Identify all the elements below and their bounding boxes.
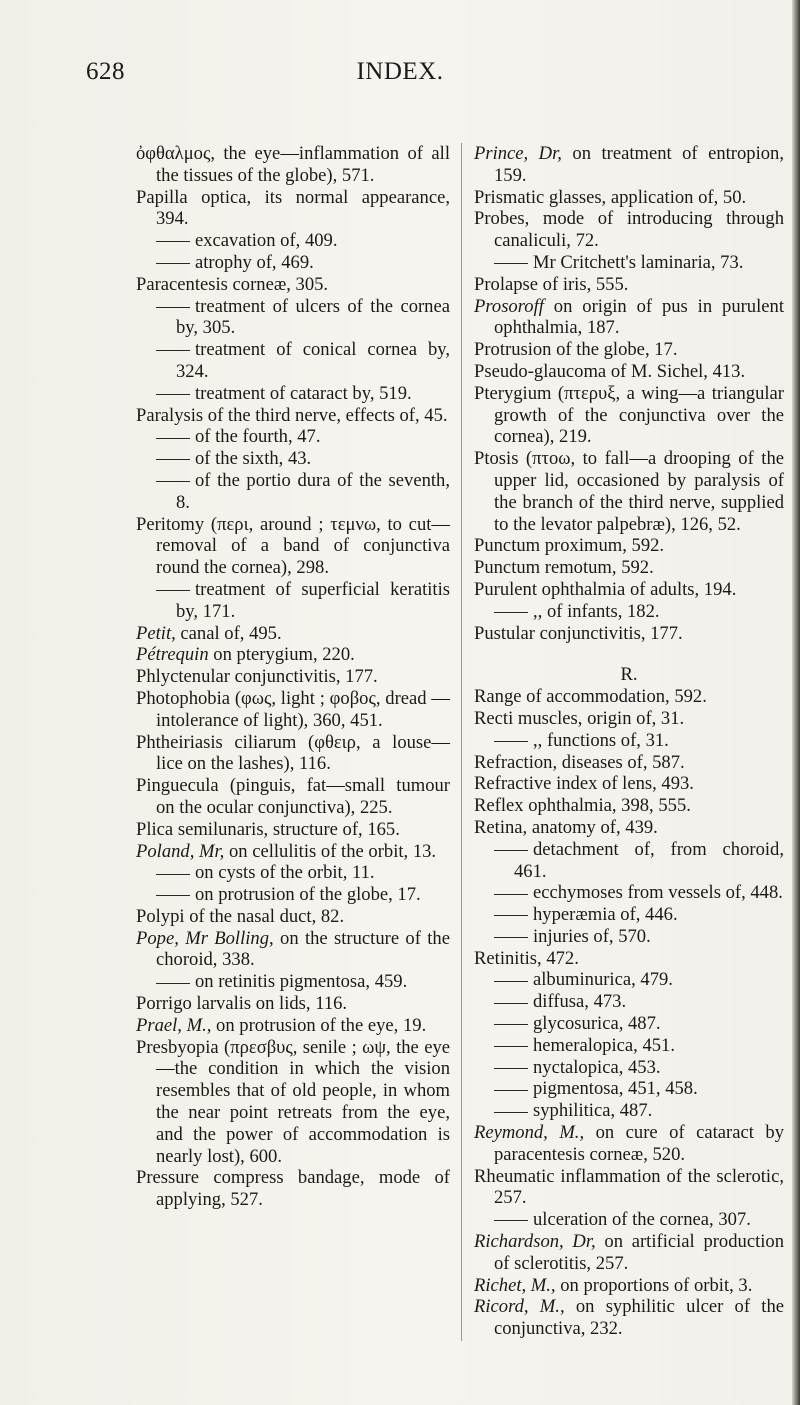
index-subentry	[136, 252, 450, 274]
index-entry	[474, 296, 784, 340]
entry-text: on proportions of orbit, 3.	[555, 1274, 753, 1296]
ditto-dash	[494, 1090, 528, 1091]
entry-text: Range of accommodation, 592.	[474, 686, 707, 708]
entry-text: Refraction, diseases of, 587.	[474, 751, 685, 773]
index-subentry	[474, 252, 784, 274]
entry-text: ,, of infants, 182.	[533, 600, 660, 622]
entry-text: on origin of pus in purulent ophthalmia, 187.	[494, 295, 784, 339]
ditto-dash	[494, 1112, 528, 1113]
index-entry	[474, 948, 784, 970]
ditto-dash	[156, 307, 190, 308]
entry-text: Punctum remotum, 592.	[474, 557, 654, 579]
index-entry	[474, 557, 784, 579]
ditto-dash	[494, 1024, 528, 1025]
index-entry	[136, 1037, 450, 1168]
index-entry	[474, 535, 784, 557]
entry-text: glycosurica, 487.	[533, 1013, 661, 1035]
entry-text: on the structure of the choroid, 338.	[156, 927, 450, 971]
entry-text: Phlyctenular conjunctivitis, 177.	[136, 666, 378, 688]
entry-text: ulceration of the cornea, 307.	[533, 1209, 751, 1231]
entry-text: Retinitis, 472.	[474, 947, 579, 969]
entry-text: of the sixth, 43.	[195, 448, 312, 470]
entry-text: treatment of ulcers of the cornea by, 305.	[176, 295, 450, 339]
entry-text: injuries of, 570.	[533, 925, 651, 947]
entry-text: Pterygium (πτερυξ, a wing—a triangular growth of the conjunctiva over the cornea), 219.	[474, 382, 784, 448]
author-name: Petit,	[136, 622, 176, 644]
index-entry	[474, 187, 784, 209]
entry-text: Prismatic glasses, application of, 50.	[474, 186, 747, 208]
index-entry	[474, 143, 784, 187]
ditto-dash	[156, 874, 190, 875]
index-entry	[474, 795, 784, 817]
entry-text: Paracentesis corneæ, 305.	[136, 273, 329, 295]
index-subentry	[474, 991, 784, 1013]
author-name: Prael, M.,	[136, 1014, 212, 1036]
index-entry	[474, 448, 784, 535]
entry-text: of the fourth, 47.	[195, 426, 321, 448]
entry-text: Retina, anatomy of, 439.	[474, 816, 658, 838]
author-name: Pope, Mr Bolling,	[136, 927, 274, 949]
entry-text: syphilitica, 487.	[533, 1100, 653, 1122]
entry-text: Pressure compress bandage, mode of applying, 527.	[136, 1167, 450, 1211]
author-name: Prosoroff	[474, 295, 544, 317]
index-entry	[136, 841, 450, 863]
ditto-dash	[156, 481, 190, 482]
entry-text: Probes, mode of introducing through canaliculi, 72.	[474, 208, 784, 252]
entry-text: albuminurica, 479.	[533, 969, 673, 991]
entry-text: diffusa, 473.	[533, 991, 627, 1013]
entry-text: Pustular conjunctivitis, 177.	[474, 622, 683, 644]
author-name: Richet, M.,	[474, 1274, 556, 1296]
entry-text: Polypi of the nasal duct, 82.	[136, 905, 345, 927]
index-subentry	[474, 882, 784, 904]
entry-text: of the portio dura of the seventh, 8.	[176, 469, 450, 513]
index-entry	[474, 708, 784, 730]
entry-text: Purulent ophthalmia of adults, 194.	[474, 578, 737, 600]
entry-text: on retinitis pigmentosa, 459.	[195, 971, 408, 993]
index-entry	[136, 274, 450, 296]
index-entry	[474, 361, 784, 383]
entry-text: hemeralopica, 451.	[533, 1034, 675, 1056]
index-subentry	[474, 904, 784, 926]
author-name: Prince, Dr,	[474, 143, 562, 164]
entry-text: Peritomy (περι, around ; τεμνω, to cut—removal of a band of conjunctiva round the cornea), 298.	[136, 513, 450, 579]
index-subentry	[136, 579, 450, 623]
index-entry	[474, 208, 784, 252]
index-subentry	[136, 862, 450, 884]
ditto-dash	[494, 1046, 528, 1047]
entry-text: Photophobia (φως, light ; φοβος, dread — intolerance of light), 360, 451.	[136, 687, 450, 731]
column-divider	[461, 143, 462, 1341]
ditto-dash	[156, 983, 190, 984]
entry-text: detachment of, from choroid, 461.	[514, 838, 784, 882]
ditto-dash	[494, 981, 528, 982]
index-subentry	[136, 426, 450, 448]
ditto-dash	[494, 850, 528, 851]
index-column-right	[474, 143, 784, 1340]
entry-text: on treatment of entropion, 159.	[494, 143, 784, 186]
entry-text: Pinguecula (pinguis, fat—small tumour on the ocular conjunctiva), 225.	[136, 775, 450, 818]
index-entry	[474, 274, 784, 296]
ditto-dash	[156, 394, 190, 395]
page-header	[0, 58, 800, 88]
index-entry	[136, 819, 450, 841]
index-entry	[136, 644, 450, 666]
index-entry	[474, 773, 784, 795]
index-subentry	[136, 971, 450, 993]
entry-text: atrophy of, 469.	[195, 251, 314, 273]
entry-text: Porrigo larvalis on lids, 116.	[136, 993, 348, 1015]
index-entry	[136, 143, 450, 187]
index-entry	[474, 1231, 784, 1275]
index-column-left	[136, 143, 450, 1211]
entry-text: Refractive index of lens, 493.	[474, 773, 694, 795]
ditto-dash	[494, 1068, 528, 1069]
entry-text: on protrusion of the globe, 17.	[195, 884, 421, 906]
entry-text: ,, functions of, 31.	[533, 729, 669, 751]
index-entry	[136, 187, 450, 231]
author-name: Richardson, Dr,	[474, 1231, 596, 1253]
entry-text: Prolapse of iris, 555.	[474, 273, 629, 295]
index-entry	[136, 732, 450, 776]
index-entry	[474, 383, 784, 448]
entry-text: pigmentosa, 451, 458.	[533, 1078, 698, 1100]
entry-text: canal of, 495.	[175, 622, 282, 644]
entry-text: Presbyopia (πρεσβυς, senile ; ωψ, the eye—the condition in which the vision resembles that of old people, in whom the near point retreats from the eye, and the power of accommodation is nearly lost), 600.	[136, 1036, 450, 1167]
section-gap	[474, 644, 784, 656]
ditto-dash	[494, 741, 528, 742]
index-subentry	[474, 1035, 784, 1057]
index-entry	[474, 1166, 784, 1210]
entry-text: Protrusion of the globe, 17.	[474, 339, 678, 361]
page-title: INDEX.	[356, 58, 444, 85]
index-subentry	[136, 339, 450, 383]
index-subentry	[474, 1100, 784, 1122]
entry-text: ecchymoses from vessels of, 448.	[533, 882, 783, 904]
index-entry	[474, 1122, 784, 1166]
index-entry	[136, 688, 450, 732]
entry-text: Phtheiriasis ciliarum (φθειρ, a louse— lice on the lashes), 116.	[136, 731, 450, 775]
index-subentry	[136, 296, 450, 340]
index-subentry	[136, 448, 450, 470]
index-entry	[474, 623, 784, 645]
index-subentry	[474, 1209, 784, 1231]
entry-text: on cure of cataract by paracentesis corneæ, 520.	[494, 1122, 785, 1165]
index-entry	[136, 906, 450, 928]
index-entry	[136, 514, 450, 579]
index-subentry	[474, 601, 784, 623]
index-subentry	[474, 1013, 784, 1035]
entry-text: on cellulitis of the orbit, 13.	[224, 840, 437, 862]
author-name: Pétrequin	[136, 644, 209, 666]
ditto-dash	[156, 895, 190, 896]
entry-text: nyctalopica, 453.	[533, 1056, 661, 1078]
index-entry	[136, 1015, 450, 1037]
index-entry	[474, 817, 784, 839]
entry-text: Recti muscles, origin of, 31.	[474, 707, 685, 729]
entry-text: Paralysis of the third nerve, effects of, 45.	[136, 404, 448, 426]
ditto-dash	[494, 612, 528, 613]
index-entry	[474, 579, 784, 601]
entry-text: Mr Critchett's laminaria, 73.	[533, 251, 744, 273]
index-subentry	[474, 926, 784, 948]
ditto-dash	[494, 1220, 528, 1221]
ditto-dash	[494, 1003, 528, 1004]
entry-text: on cysts of the orbit, 11.	[195, 862, 375, 884]
entry-text: Punctum proximum, 592.	[474, 535, 665, 557]
entry-text: Papilla optica, its normal appearance, 394.	[136, 186, 450, 230]
entry-text: on pterygium, 220.	[208, 644, 355, 666]
index-entry	[136, 928, 450, 972]
index-subentry	[136, 470, 450, 514]
entry-text: treatment of cataract by, 519.	[195, 382, 412, 404]
ditto-dash	[156, 263, 190, 264]
index-entry	[136, 775, 450, 819]
entry-text: Pseudo-glaucoma of M. Sichel, 413.	[474, 360, 746, 382]
index-entry	[474, 339, 784, 361]
index-entry	[136, 623, 450, 645]
page-number: 628	[86, 58, 125, 85]
entry-text: excavation of, 409.	[195, 230, 338, 252]
index-subentry	[474, 839, 784, 883]
entry-text: Rheumatic inflammation of the sclerotic, 257.	[474, 1165, 784, 1209]
index-entry	[136, 993, 450, 1015]
entry-text: Ptosis (πτοω, to fall—a drooping of the upper lid, occasioned by paralysis of the branch of the third nerve, supplied to the levator palpebræ), 126, 52.	[474, 448, 784, 535]
index-entry	[136, 1167, 450, 1211]
index-entry	[474, 686, 784, 708]
author-name: Poland, Mr,	[136, 840, 225, 862]
ditto-dash	[156, 241, 190, 242]
entry-text: hyperæmia of, 446.	[533, 904, 678, 926]
ditto-dash	[494, 915, 528, 916]
index-subentry	[136, 230, 450, 252]
author-name: Ricord, M.,	[474, 1296, 565, 1318]
entry-text: Reflex ophthalmia, 398, 555.	[474, 795, 691, 817]
index-subentry	[136, 383, 450, 405]
entry-text: Plica semilunaris, structure of, 165.	[136, 818, 400, 840]
index-subentry	[474, 1078, 784, 1100]
index-subentry	[136, 884, 450, 906]
entry-text: on protrusion of the eye, 19.	[211, 1014, 427, 1036]
ditto-dash	[494, 937, 528, 938]
entry-text: on syphilitic ulcer of the conjunctiva, 232.	[494, 1296, 785, 1340]
author-name: Reymond, M.,	[474, 1122, 585, 1144]
index-subentry	[474, 730, 784, 752]
index-subentry	[474, 969, 784, 991]
index-entry	[474, 1275, 784, 1297]
ditto-dash	[494, 263, 528, 264]
index-entry	[474, 752, 784, 774]
section-letter: R.	[620, 664, 638, 686]
entry-text: ὀφθαλμος, the eye—inflammation of all the tissues of the globe), 571.	[136, 143, 450, 186]
ditto-dash	[156, 350, 190, 351]
entry-text: treatment of superficial keratitis by, 171.	[176, 578, 450, 622]
index-entry	[136, 405, 450, 427]
index-entry	[474, 1296, 784, 1340]
ditto-dash	[156, 459, 190, 460]
entry-text: treatment of conical cornea by, 324.	[176, 339, 450, 382]
ditto-dash	[156, 590, 190, 591]
index-subentry	[474, 1057, 784, 1079]
index-entry	[136, 666, 450, 688]
book-spine-edge	[792, 0, 800, 1405]
ditto-dash	[156, 438, 190, 439]
entry-text: on artificial production of sclerotitis, 257.	[494, 1231, 785, 1274]
ditto-dash	[494, 894, 528, 895]
